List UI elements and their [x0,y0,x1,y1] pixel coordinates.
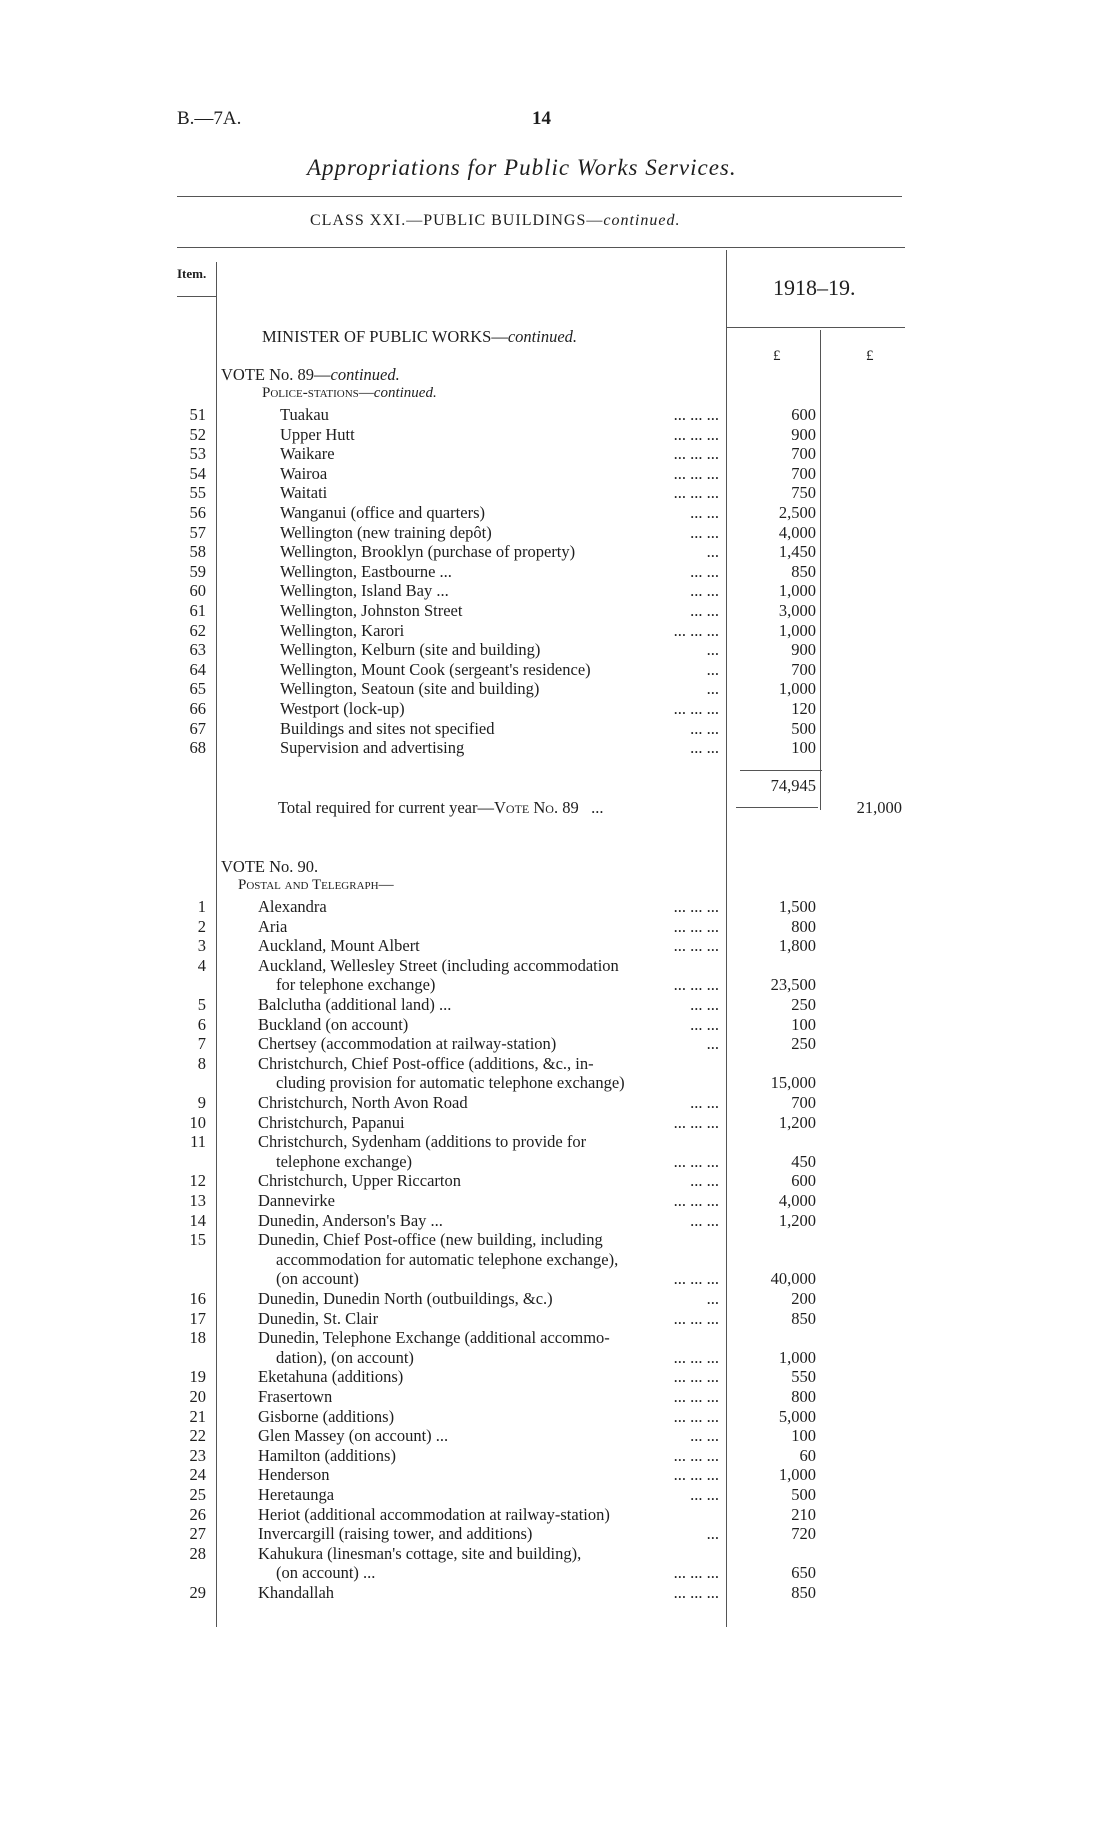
item-amount: 3,000 [778,601,816,620]
item-description: Invercargill (raising tower, and additions) [258,1524,533,1544]
item-amount: 800 [791,1387,816,1406]
minister-heading-main: MINISTER OF PUBLIC WORKS— [262,327,508,346]
item-description: Eketahuna (additions) [258,1367,404,1387]
item-number: 24 [189,1465,206,1485]
item-description: Wellington, Karori [280,620,405,640]
leader-dots: ... ... [690,522,719,542]
item-number: 4 [197,955,206,975]
leader-dots: ... ... ... [673,1191,719,1210]
item-amount: 1,000 [778,1465,816,1485]
item-description: Hamilton (additions) [258,1445,396,1465]
vote-89-heading-main: VOTE No. 89— [221,365,331,384]
item-description: Auckland, Wellesley Street (including accommodation [258,955,619,975]
item-number: 58 [189,542,206,562]
police-stations-heading-cont: continued. [373,385,437,401]
item-amount: 100 [791,1426,816,1446]
item-number: 56 [189,503,206,522]
item-amount: 850 [791,1583,816,1602]
item-amount: 4,000 [778,1191,816,1210]
item-number: 9 [197,1093,206,1112]
item-number: 20 [189,1387,206,1406]
leader-dots: ... ... ... [673,1367,719,1387]
leader-dots: ... ... ... [673,444,719,464]
item-number: 68 [189,738,206,758]
leader-dots: ... ... ... [673,1445,719,1465]
item-description: Kahukura (linesman's cottage, site and building), [258,1543,582,1563]
item-amount: 250 [791,1034,816,1054]
vote-89-heading-cont: continued. [330,365,400,384]
page-number: 14 [532,108,551,129]
vote-89-heading [221,365,400,385]
item-number: 19 [189,1367,206,1387]
item-description: Wellington, Eastbourne ... [280,561,452,581]
item-description: Westport (lock-up) [280,699,405,718]
item-number: 12 [189,1171,206,1191]
item-description: telephone exchange) [276,1151,413,1171]
item-number: 60 [189,581,206,601]
leader-dots: ... ... ... [673,1465,719,1485]
item-amount: 1,450 [778,542,816,562]
item-amount: 15,000 [770,1073,816,1093]
item-description: Glen Massey (on account) ... [258,1426,449,1446]
item-description: Wellington, Kelburn (site and building) [280,640,541,660]
item-amount: 450 [791,1151,816,1171]
item-description: Wellington, Johnston Street [280,601,463,620]
item-description: Buckland (on account) [258,1014,409,1034]
item-number: 57 [189,522,206,542]
item-number: 14 [189,1210,206,1230]
leader-dots: ... [706,1034,719,1054]
vote-89-row [0,542,1114,562]
vote-89-row [0,503,1114,523]
document-reference: B.—7A. [177,108,242,129]
item-number: 59 [189,561,206,581]
vote-89-row [0,738,1114,758]
item-amount: 1,800 [778,936,816,956]
class-heading-cont: continued. [603,212,681,229]
item-description: Christchurch, Papanui [258,1112,405,1132]
item-amount: 60 [799,1445,816,1465]
item-amount: 900 [791,640,816,660]
item-description: (on account) ... [276,1563,376,1583]
item-amount: 800 [791,916,816,936]
leader-dots: ... ... [690,1093,719,1112]
item-amount: 700 [791,444,816,464]
item-amount: 1,000 [778,679,816,699]
vote-89-row [0,425,1114,445]
item-number: 13 [189,1191,206,1210]
subtotal-rule [740,770,822,771]
item-description: Wellington, Seatoun (site and building) [280,679,540,699]
item-description: Buildings and sites not specified [280,718,495,738]
vote-89-subtotal: 74,945 [770,776,816,795]
item-number: 62 [189,620,206,640]
leader-dots: ... ... ... [673,1112,719,1132]
vote-89-row [0,660,1114,680]
class-heading [310,212,680,230]
item-number: 15 [189,1230,206,1250]
item-number: 66 [189,699,206,718]
item-amount: 200 [791,1289,816,1308]
item-description: Dannevirke [258,1191,335,1210]
total-label-dots: ... [591,798,604,817]
item-description: Alexandra [258,897,327,916]
leader-dots: ... ... [690,718,719,738]
leader-dots: ... ... [690,581,719,601]
leader-dots: ... [706,1289,719,1308]
leader-dots: ... ... ... [673,1151,719,1171]
item-description: Upper Hutt [280,424,355,444]
item-description: Dunedin, Anderson's Bay ... [258,1210,443,1230]
item-description: Dunedin, St. Clair [258,1308,379,1328]
year-column-header: 1918–19. [773,275,856,300]
item-description: (on account) [276,1269,359,1289]
item-amount: 600 [791,1171,816,1191]
vote-89-row [0,562,1114,582]
item-description: Wairoa [280,463,328,483]
leader-dots: ... ... ... [673,483,719,503]
item-number: 16 [189,1289,206,1308]
item-amount: 500 [791,718,816,738]
leader-dots: ... [706,679,719,699]
item-amount: 23,500 [770,975,816,995]
item-number: 28 [189,1543,206,1563]
item-number: 11 [190,1132,206,1152]
item-number: 8 [197,1053,206,1073]
year-header-rule [727,327,905,328]
vote-89-total: 21,000 [856,798,902,817]
currency-column-2: £ [866,348,874,364]
item-column-header: Item. [177,266,207,281]
item-description: Dunedin, Chief Post-office (new building, including [258,1230,603,1250]
item-amount: 700 [791,463,816,483]
item-amount: 1,500 [778,897,816,916]
vote-89-row [0,601,1114,621]
item-description: Heriot (additional accommodation at railway-station) [258,1504,610,1524]
vote-89-row [0,464,1114,484]
leader-dots: ... ... [690,601,719,620]
item-description: Balclutha (additional land) ... [258,995,452,1014]
item-description: Christchurch, North Avon Road [258,1093,468,1112]
leader-dots: ... ... ... [673,897,719,916]
leader-dots: ... ... ... [673,405,719,424]
item-number: 23 [189,1445,206,1465]
item-amount: 100 [791,738,816,758]
leader-dots: ... ... ... [673,1387,719,1406]
postal-telegraph-heading: Postal and Telegraph— [238,877,394,893]
vote-89-row [0,621,1114,641]
item-number: 25 [189,1485,206,1504]
item-number: 54 [189,463,206,483]
item-number: 3 [197,936,206,956]
item-amount: 4,000 [778,522,816,542]
item-description: accommodation for automatic telephone exchange), [276,1249,619,1269]
item-number: 6 [197,1014,206,1034]
item-description: Christchurch, Sydenham (additions to provide for [258,1132,587,1152]
leader-dots: ... ... ... [673,620,719,640]
subtotal-underline [736,807,818,808]
leader-dots: ... ... [690,1426,719,1446]
item-description: Henderson [258,1465,330,1485]
item-number: 67 [189,718,206,738]
leader-dots: ... ... ... [673,1583,719,1602]
minister-heading [262,327,577,347]
item-number: 55 [189,483,206,503]
vote-89-row [0,699,1114,719]
leader-dots: ... ... ... [673,1308,719,1328]
police-stations-heading [262,385,437,402]
item-number: 22 [189,1426,206,1446]
item-description: Wellington, Mount Cook (sergeant's residence) [280,659,591,679]
item-amount: 700 [791,1093,816,1112]
item-description: Wanganui (office and quarters) [280,503,485,522]
leader-dots: ... ... [690,995,719,1014]
item-amount: 500 [791,1485,816,1504]
item-number: 27 [189,1524,206,1544]
item-amount: 2,500 [778,503,816,522]
leader-dots: ... ... ... [673,424,719,444]
item-description: Gisborne (additions) [258,1406,395,1426]
item-amount: 120 [791,699,816,718]
item-number: 5 [197,995,206,1014]
item-number: 21 [189,1406,206,1426]
leader-dots: ... ... [690,1171,719,1191]
leader-dots: ... ... [690,738,719,758]
table-top-rule [177,247,905,248]
item-description: Wellington (new training depôt) [280,522,492,542]
vote-89-row [0,640,1114,660]
item-number: 10 [189,1112,206,1132]
item-amount: 1,000 [778,581,816,601]
page-title: Appropriations for Public Works Services. [307,155,737,180]
item-description: Wellington, Island Bay ... [280,581,449,601]
item-number: 2 [197,916,206,936]
vote-89-row [0,719,1114,739]
item-amount: 850 [791,1308,816,1328]
item-description: dation), (on account) [276,1347,414,1367]
class-heading-main: CLASS XXI.—PUBLIC BUILDINGS— [310,212,604,229]
item-amount: 100 [791,1014,816,1034]
item-number: 52 [189,424,206,444]
item-number: 63 [189,640,206,660]
vote-89-total-label [278,798,603,818]
leader-dots: ... ... [690,1485,719,1504]
leader-dots: ... ... [690,1210,719,1230]
item-amount: 1,200 [778,1210,816,1230]
item-amount: 1,200 [778,1112,816,1132]
item-amount: 250 [791,995,816,1014]
item-description: Wellington, Brooklyn (purchase of property) [280,542,576,562]
item-number: 53 [189,444,206,464]
leader-dots: ... [706,659,719,679]
leader-dots: ... ... [690,561,719,581]
vote-89-row [0,405,1114,425]
leader-dots: ... ... ... [673,1563,719,1583]
item-number: 7 [197,1034,206,1054]
leader-dots: ... ... ... [673,1269,719,1289]
item-amount: 550 [791,1367,816,1387]
item-description: Dunedin, Dunedin North (outbuildings, &c.) [258,1289,553,1308]
item-description: Khandallah [258,1583,335,1602]
item-number: 1 [197,897,206,916]
item-amount: 40,000 [770,1269,816,1289]
item-number: 61 [189,601,206,620]
leader-dots: ... [706,1524,719,1544]
item-amount: 1,000 [778,620,816,640]
item-number: 17 [189,1308,206,1328]
leader-dots: ... [706,640,719,660]
vote-89-row [0,483,1114,503]
leader-dots: ... ... ... [673,975,719,995]
item-description: Dunedin, Telephone Exchange (additional accommo- [258,1328,610,1348]
vote-89-row [0,444,1114,464]
item-description: Tuakau [280,405,329,424]
item-description: Supervision and advertising [280,738,465,758]
currency-column-1: £ [773,348,781,364]
item-number: 51 [189,405,206,424]
item-description: Heretaunga [258,1485,335,1504]
item-amount: 1,000 [778,1347,816,1367]
vote-89-row [0,581,1114,601]
item-amount: 600 [791,405,816,424]
item-amount: 5,000 [778,1406,816,1426]
item-number: 65 [189,679,206,699]
total-label-vote: Vote No. 89 [494,798,579,817]
vote-89-row [0,679,1114,699]
leader-dots: ... ... ... [673,463,719,483]
title-rule [177,196,902,197]
leader-dots: ... ... [690,1014,719,1034]
item-description: Frasertown [258,1387,333,1406]
vote-90-heading: VOTE No. 90. [221,857,319,876]
item-amount: 750 [791,483,816,503]
leader-dots: ... ... ... [673,916,719,936]
leader-dots: ... ... [690,503,719,522]
total-label-text: Total required for current year— [278,798,494,817]
item-amount: 720 [791,1524,816,1544]
item-number: 29 [189,1583,206,1602]
item-amount: 210 [791,1504,816,1524]
item-description: Waikare [280,444,335,464]
item-description: Auckland, Mount Albert [258,936,420,956]
leader-dots: ... [706,542,719,562]
leader-dots: ... ... ... [673,1347,719,1367]
item-description: Christchurch, Upper Riccarton [258,1171,461,1191]
item-description: Chertsey (accommodation at railway-station) [258,1034,557,1054]
item-amount: 850 [791,561,816,581]
minister-heading-cont: continued. [507,327,578,346]
leader-dots: ... ... ... [673,699,719,718]
item-description: Aria [258,916,288,936]
item-description: Christchurch, Chief Post-office (additions, &c., in- [258,1053,594,1073]
leader-dots: ... ... ... [673,1406,719,1426]
item-number: 64 [189,659,206,679]
item-description: Waitati [280,483,328,503]
item-description: cluding provision for automatic telephone exchange) [276,1073,625,1093]
leader-dots: ... ... ... [673,936,719,956]
item-description: for telephone exchange) [276,975,436,995]
police-stations-heading-main: Police-stations— [262,385,374,401]
item-number: 18 [189,1328,206,1348]
item-header-underline [177,296,217,297]
item-amount: 700 [791,659,816,679]
item-amount: 900 [791,424,816,444]
vote-89-row [0,523,1114,543]
item-number: 26 [189,1504,206,1524]
item-amount: 650 [791,1563,816,1583]
